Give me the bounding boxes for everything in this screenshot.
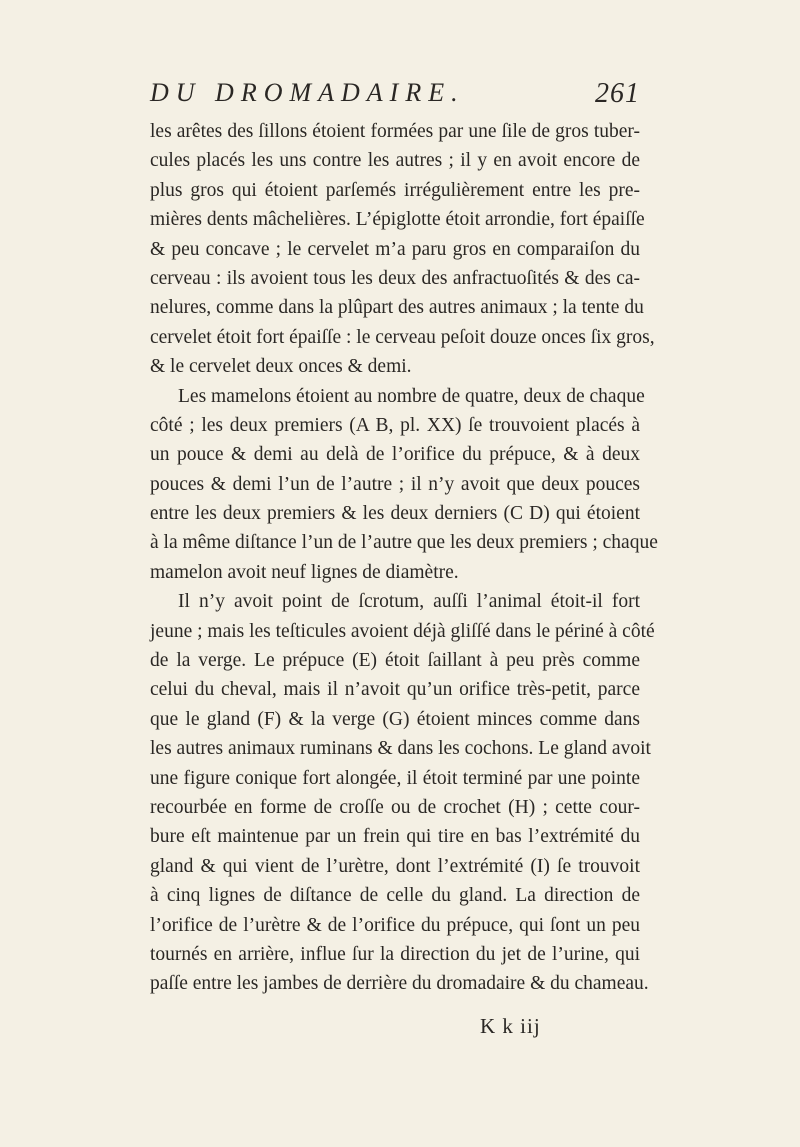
text-line: entre les deux premiers & les deux derniers (C D) qui étoient <box>150 503 640 525</box>
text-line: côté ; les deux premiers (A B, pl. XX) ſe trouvoient placés à <box>150 414 640 436</box>
text-line: & peu concave ; le cervelet m’a paru gros en comparaiſon du <box>150 238 640 260</box>
text-line: à cinq lignes de diſtance de celle du gland. La direction de <box>150 885 640 907</box>
text-line: à la même diſtance l’un de l’autre que les deux premiers ; chaque <box>150 532 658 554</box>
running-title: DU DROMADAIRE. <box>150 78 465 107</box>
text-line: pouces & demi l’un de l’autre ; il n’y avoit que deux pouces <box>150 473 640 495</box>
text-line: recourbée en forme de croſſe ou de crochet (H) ; cette cour- <box>150 796 640 818</box>
text-line: Les mamelons étoient au nombre de quatre, deux de chaque <box>178 385 645 407</box>
text-line: l’orifice de l’urètre & de l’orifice du prépuce, qui ſont un peu <box>150 914 640 936</box>
text-line: gland & qui vient de l’urètre, dont l’extrémité (I) ſe trouvoit <box>150 855 640 877</box>
text-line: de la verge. Le prépuce (E) étoit ſaillant à peu près comme <box>150 650 640 672</box>
text-line: que le gland (F) & la verge (G) étoient minces comme dans <box>150 708 640 730</box>
text-line: tournés en arrière, influe ſur la direction du jet de l’urine, qui <box>150 943 640 965</box>
text-line: cules placés les uns contre les autres ; il y en avoit encore de <box>150 150 640 172</box>
text-line: les autres animaux ruminans & dans les cochons. Le gland avoit <box>150 738 651 760</box>
text-line: jeune ; mais les teſticules avoient déjà gliſſé dans le périné à côté <box>150 620 655 642</box>
page-number: 261 <box>595 78 640 109</box>
text-line: plus gros qui étoient parſemés irrégulièrement entre les pre- <box>150 179 640 201</box>
text-line: cervelet étoit fort épaiſſe : le cerveau peſoit douze onces ſix gros, <box>150 326 655 348</box>
text-line: un pouce & demi au delà de l’orifice du prépuce, & à deux <box>150 444 640 466</box>
text-line: les arêtes des ſillons étoient formées par une ſile de gros tuber- <box>150 121 640 142</box>
text-line: Il n’y avoit point de ſcrotum, auſſi l’animal étoit-il fort <box>178 591 640 613</box>
text-line: celui du cheval, mais il n’avoit qu’un orifice très-petit, parce <box>150 679 640 701</box>
text-line: paſſe entre les jambes de derrière du dromadaire & du chameau. <box>150 973 649 995</box>
text-line: & le cervelet deux onces & demi. <box>150 356 412 378</box>
text-line: mières dents mâchelières. L’épiglotte étoit arrondie, fort épaiſſe <box>150 209 645 231</box>
text-body <box>150 117 658 999</box>
running-header <box>150 78 640 112</box>
text-line: mamelon avoit neuf lignes de diamètre. <box>150 561 459 583</box>
text-line: cerveau : ils avoient tous les deux des anfractuoſités & des ca- <box>150 267 640 289</box>
text-line: bure eſt maintenue par un frein qui tire en bas l’extrémité du <box>150 826 640 848</box>
signature-mark: K k iij <box>480 1014 541 1038</box>
text-line: nelures, comme dans la plûpart des autres animaux ; la tente du <box>150 297 644 319</box>
text-line: une figure conique fort alongée, il étoit terminé par une pointe <box>150 767 640 789</box>
